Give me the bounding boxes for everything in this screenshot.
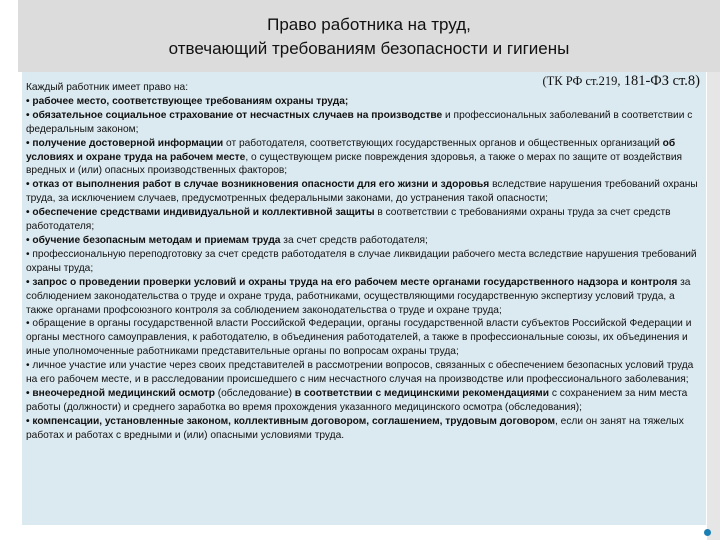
item-bold: • внеочередной медицинский осмотр: [26, 387, 215, 399]
item-bold: • компенсации, установленные законом, коллективным договором, соглашением, трудовым договором: [26, 415, 555, 427]
item-bold: • запрос о проведении проверки условий и охраны труда на его рабочем месте органами государственного надзора и контроля: [26, 276, 678, 288]
item-text: (обследование): [214, 387, 295, 399]
item-text: вследствие нарушения требований охраны труда, за исключением случаев, предусмотренных федеральными законами, до устранения такой опасности;: [26, 179, 698, 205]
intro-text: Каждый работник имеет право на:: [26, 82, 189, 93]
item-text: в соответствии с требованиями охраны труда за счет средств работодателя;: [26, 207, 671, 233]
item-bold: об условиях и охране труда на рабочем месте: [26, 137, 676, 163]
item-bold: • обеспечение средствами индивидуальной и коллективной защиты: [26, 207, 375, 219]
item-text: , если он занят на тяжелых работах и работах с вредными и (или) опасными условиями труда.: [26, 415, 684, 441]
item-text: с сохранением за ним места работы (должности) и среднего заработка во время прохождения указанного медицинского осмотра (обследования);: [26, 387, 688, 413]
item-bold: • получение достоверной информации: [26, 137, 224, 149]
item-bold: • обучение безопасным методам и приемам труда: [26, 234, 281, 246]
item-bold: в соответствии с медицинскими рекомендациями: [294, 387, 549, 399]
slide-title: [18, 13, 720, 61]
content-box: [22, 72, 706, 525]
law-reference: [542, 75, 700, 89]
list-item: [26, 276, 698, 318]
list-item: [26, 317, 698, 359]
list-item: [26, 359, 698, 387]
reference-part-2: 181-ФЗ ст.8): [623, 73, 700, 89]
slide-dot-icon: [704, 529, 711, 536]
item-text: • рабочее место, соответствующее требованиям охраны труда;: [26, 95, 349, 107]
list-item: [26, 234, 698, 248]
item-bold: • обязательное социальное страхование от несчастных случаев на производстве: [26, 109, 443, 121]
item-bold: • отказ от выполнения работ в случае возникновения опасности для его жизни и здоровья: [26, 179, 490, 191]
item-text: , о существующем риске повреждения здоровья, а также о мерах по защите от воздействия вредных и (или) опасных производственных факторов;: [26, 151, 683, 177]
item-text: за счет средств работодателя;: [280, 234, 428, 246]
list-item: [26, 248, 698, 276]
item-text: от работодателя, соответствующих государственных органов и общественных организаций: [223, 137, 663, 149]
list-item: [26, 387, 698, 415]
item-text: и профессиональных заболеваний в соответствии с федеральным законом;: [26, 109, 693, 135]
item-text: • обращение в органы государственной власти Российской Федерации, органы государственной власти субъектов Российской Федерации и органы местного самоуправления, к работодателю, в объединения работодателей, а также в профессиональные союзы, их объединения и иные уполномоченные работниками представительные органы по вопросам охраны труда;: [26, 318, 692, 358]
reference-part-1: (ТК РФ ст.219,: [542, 74, 624, 88]
title-line-1: Право работника на труд,: [267, 15, 471, 34]
item-text: • личное участие или участие через своих представителей в рассмотрении вопросов, связанных с обеспечением безопасных условий труда на его рабочем месте, и в расследовании происшедшего с ним несчастного случая на производстве или профессионального заболевания;: [26, 360, 694, 386]
list-item: [26, 95, 698, 109]
right-decor-band: [707, 72, 720, 540]
list-item: [26, 178, 698, 206]
title-line-2: отвечающий требованиям безопасности и гигиены: [168, 39, 570, 58]
item-text: • профессиональную переподготовку за счет средств работодателя в случае ликвидации рабочего места вследствие нарушения требований охраны труда;: [26, 248, 697, 274]
item-text: за соблюдением законодательства о труде и охране труда, работниками, осуществляющими государственную экспертизу условий труда, а также органами профсоюзного контроля за соблюдением законодательства о труде и охране труда;: [26, 276, 691, 316]
list-item: [26, 109, 698, 137]
list-item: [26, 206, 698, 234]
list-item: [26, 415, 698, 443]
list-item: [26, 137, 698, 179]
